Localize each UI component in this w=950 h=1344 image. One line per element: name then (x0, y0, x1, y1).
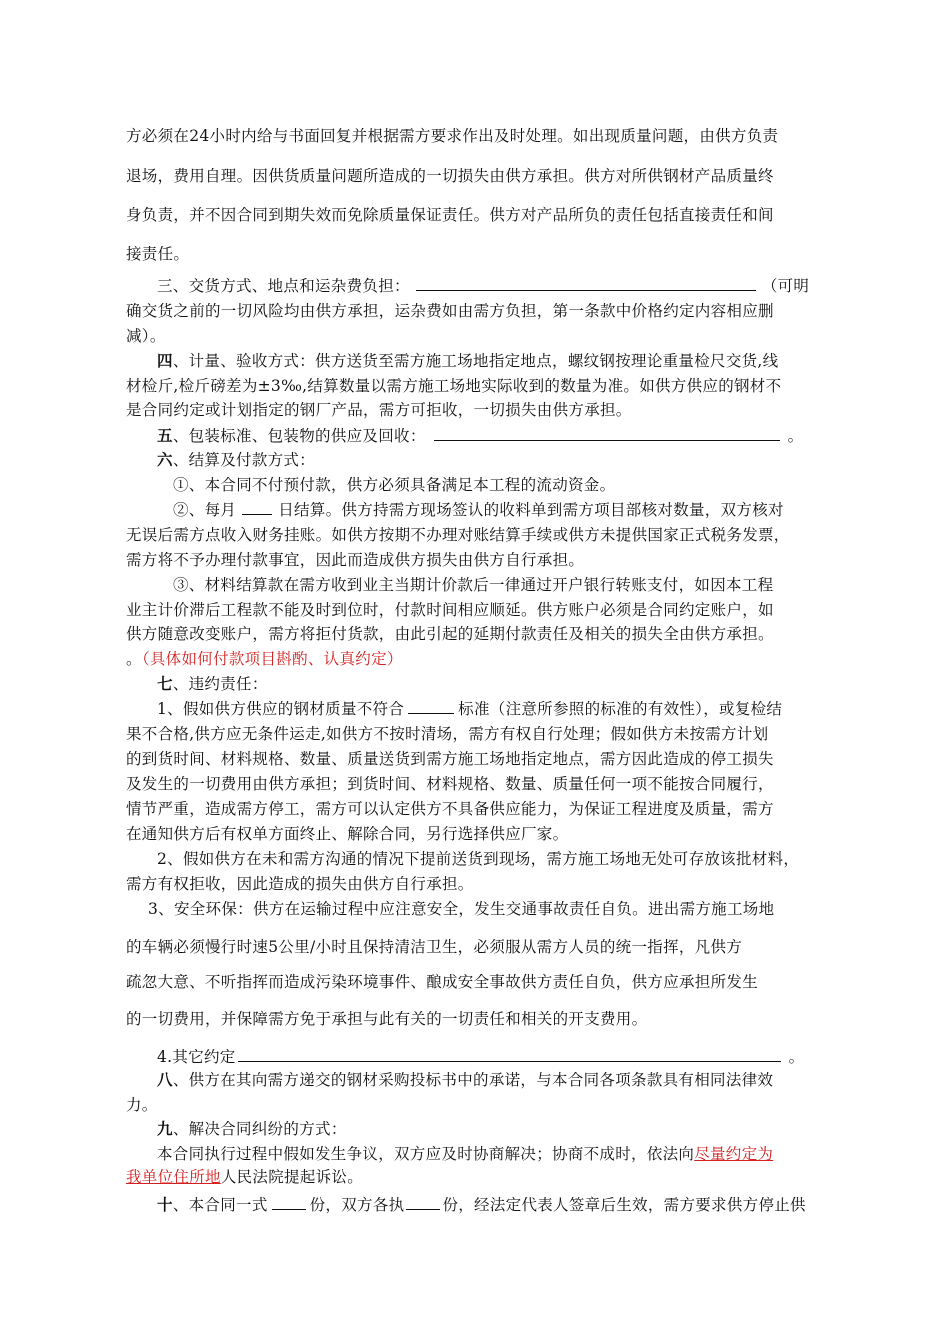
section-4-text: 、计量、验收方式：供方送货至需方施工场地指定地点，螺纹钢按理论重量检尺交货,线 (172, 352, 779, 370)
paragraph-line: 的一切费用，并保障需方免于承担与此有关的一切责任和相关的开支费用。 (126, 1010, 648, 1028)
paragraph-line: 减）。 (126, 327, 166, 345)
clause-text: 。 (788, 1048, 805, 1066)
section-7-number: 七 (157, 674, 173, 693)
clause-text: ②、每月 (173, 501, 237, 519)
red-annotation: （具体如何付款项目斟酌、认真约定） (141, 650, 403, 668)
section-9-line (157, 1117, 347, 1139)
section-7-text: 、违约责任： (172, 675, 268, 693)
paragraph-line: 材检斤,检斤磅差为±3‰,结算数量以需方施工场地实际收到的数量为准。如供方供应的钢材不 (126, 377, 782, 395)
fill-blank[interactable] (238, 1047, 781, 1062)
paragraph-line: ③、材料结算款在需方收到业主当期计价款后一律通过开户银行转账支付，如因本工程 (173, 576, 774, 594)
section-4-number: 四 (157, 351, 173, 370)
section-5-number: 五 (157, 426, 173, 445)
paragraph-line: 身负责，并不因合同到期失效而免除质量保证责任。供方对产品所负的责任包括直接责任和间 (126, 206, 774, 224)
paragraph-line: 退场，费用自理。因供货质量问题所造成的一切损失由供方承担。供方对所供钢材产品质量终 (126, 167, 774, 185)
section-9-text: 、解决合同纠纷的方式： (172, 1120, 347, 1138)
clause-text: 日结算。供方持需方现场签认的收料单到需方项目部核对数量，双方核对 (278, 501, 784, 519)
paragraph-line: 疏忽大意、不听指挥而造成污染环境事件、酿成安全事故供方责任自负，供方应承担所发生 (126, 973, 759, 991)
paragraph-line: 方必须在24小时内给与书面回复并根据需方要求作出及时处理。如出现质量问题，由供方负责 (126, 127, 779, 145)
paragraph-line: 情节严重，造成需方停工，需方可以认定供方不具备供应能力，为保证工程进度及质量，需方 (126, 800, 774, 818)
paragraph-line (126, 1165, 363, 1187)
paragraph-line: 及发生的一切费用由供方承担；到货时间、材料规格、数量、质量任何一项不能按合同履行， (126, 775, 774, 793)
section-5-line (157, 424, 803, 446)
clause-text: 。 (126, 650, 142, 668)
paragraph-line: 确交货之前的一切风险均由供方承担，运杂费如由需方负担，第一条款中价格约定内容相应删 (126, 302, 774, 320)
section-10-number: 十 (157, 1195, 173, 1214)
section-3-note: （可明 (761, 277, 810, 295)
fill-blank[interactable] (242, 500, 272, 515)
section-10-text: 份，经法定代表人签章后生效，需方要求供方停止供 (442, 1196, 806, 1214)
section-3-title: 三、交货方式、地点和运杂费负担： (157, 277, 410, 295)
section-3-heading (157, 274, 809, 296)
section-8-text: 、供方在其向需方递交的钢材采购投标书中的承诺，与本合同各项条款具有相同法律效 (172, 1071, 774, 1089)
section-7-line (157, 672, 268, 694)
paragraph-line: 供方随意改变账户，需方将拒付货款，由此引起的延期付款责任及相关的损失全由供方承担。 (126, 625, 774, 643)
paragraph-line: 的到货时间、材料规格、数量、质量送货到需方施工场地指定地点，需方因此造成的停工损失 (126, 750, 774, 768)
fill-blank[interactable] (434, 426, 780, 441)
paragraph-line (157, 697, 782, 719)
clause-text: 1、假如供方供应的钢材质量不符合 (157, 700, 405, 718)
paragraph-line: 果不合格,供方应无条件运走,如供方不按时清场，需方有权自行处理；假如供方未按需方计划 (126, 725, 769, 743)
paragraph-line: 力。 (126, 1096, 158, 1114)
paragraph-line (126, 647, 403, 669)
paragraph-line: 无误后需方点收入财务挂账。如供方按期不办理对账结算手续或供方未提供国家正式税务发票， (126, 526, 790, 544)
paragraph-line: 需方有权拒收，因此造成的损失由供方自行承担。 (126, 875, 474, 893)
paragraph-line (157, 1045, 804, 1067)
section-6-text: 、结算及付款方式： (172, 451, 316, 469)
section-5-text: 、包装标准、包装物的供应及回收： (172, 427, 426, 445)
red-annotation: 我单位住所地 (126, 1168, 221, 1186)
paragraph-line (173, 498, 784, 520)
section-4-line (157, 349, 778, 371)
red-annotation: 尽量约定为 (694, 1145, 774, 1163)
paragraph-line: 需方将不予办理付款事宜，因此而造成供方损失由供方自行承担。 (126, 551, 585, 569)
paragraph-line (157, 1142, 773, 1164)
paragraph-line: 是合同约定或计划指定的钢厂产品，需方可拒收，一切损失由供方承担。 (126, 401, 632, 419)
paragraph-line: 在通知供方后有权单方面终止、解除合同，另行选择供应厂家。 (126, 825, 569, 843)
paragraph-line: 的车辆必须慢行时速5公里/小时且保持清洁卫生，必须服从需方人员的统一指挥，凡供方 (126, 938, 743, 956)
clause-text: 本合同执行过程中假如发生争议，双方应及时协商解决；协商不成时，依法向 (157, 1145, 695, 1163)
section-10-line (157, 1193, 806, 1215)
fill-blank[interactable] (406, 1195, 440, 1210)
section-6-line (157, 448, 315, 470)
paragraph-line: 接责任。 (126, 245, 190, 263)
paragraph-line: 业主计价滞后工程款不能及时到位时，付款时间相应顺延。供方账户必须是合同约定账户，如 (126, 601, 774, 619)
section-8-line (157, 1068, 773, 1090)
section-6-number: 六 (157, 450, 173, 469)
clause-text: 标准（注意所参照的标准的有效性），或复检结 (458, 700, 783, 718)
section-10-text: 份，双方各执 (309, 1196, 405, 1214)
paragraph-line: 3、安全环保：供方在运输过程中应注意安全，发生交通事故责任自负。进出需方施工场地 (148, 900, 775, 918)
fill-blank[interactable] (416, 276, 756, 291)
paragraph-line: 2、假如供方在未和需方沟通的情况下提前送货到现场，需方施工场地无处可存放该批材料， (157, 850, 800, 868)
fill-blank[interactable] (408, 699, 454, 714)
paragraph-line: ①、本合同不付预付款，供方必须具备满足本工程的流动资金。 (173, 476, 616, 494)
section-9-number: 九 (157, 1119, 173, 1138)
clause-text: 人民法院提起诉讼。 (220, 1168, 364, 1186)
section-8-number: 八 (157, 1070, 173, 1089)
clause-text: 4.其它约定 (157, 1048, 236, 1066)
section-5-end: 。 (787, 427, 804, 445)
section-10-text: 、本合同一式 (172, 1196, 268, 1214)
fill-blank[interactable] (272, 1195, 306, 1210)
